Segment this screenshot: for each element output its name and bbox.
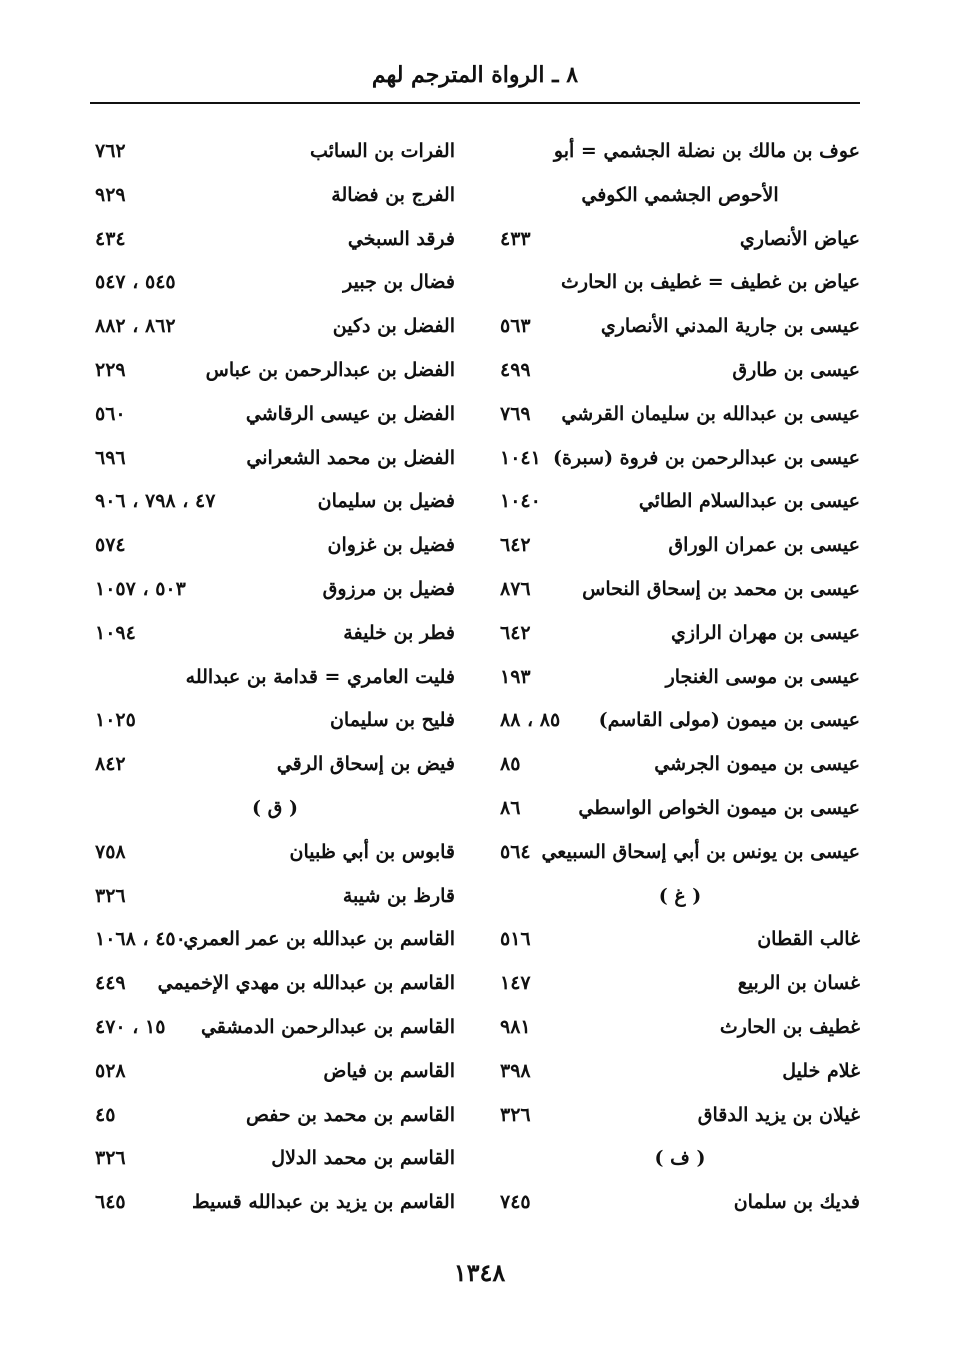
narrator-name: الفضل بن محمد الشعراني — [246, 446, 455, 469]
narrator-name: فضيل بن غزوان — [327, 534, 455, 557]
page-references: ٧٥٨ — [95, 840, 126, 863]
page-references: ٦٤٥ — [95, 1191, 126, 1214]
page-references: ٥٦٣ — [500, 315, 531, 338]
narrator-name: الفرات بن السائب — [309, 140, 455, 162]
section-letter-heading — [500, 1137, 860, 1181]
page-references: ٢٢٩ — [95, 358, 126, 381]
index-entry — [95, 174, 455, 218]
index-entry — [500, 524, 860, 568]
narrator-name: غيلان بن يزيد الدقاق — [697, 1103, 860, 1126]
page-references: ٣٢٦ — [500, 1103, 531, 1126]
index-entry — [500, 699, 860, 743]
narrator-name: الفضل بن عبدالرحمن بن عباس — [205, 358, 455, 381]
index-entry — [95, 437, 455, 481]
index-entry — [95, 261, 455, 305]
page-references: ٣٩٨ — [500, 1059, 531, 1082]
narrator-name: عيسى بن طارق — [732, 358, 860, 381]
narrator-name: فديك بن سلمان — [733, 1191, 860, 1214]
page-number: ١٣٤٨ — [453, 1258, 506, 1287]
page-references: ١٥ ، ٤٧٠ — [95, 1015, 166, 1038]
page-references: ٨٦٢ ، ٨٨٢ — [95, 315, 176, 338]
index-entry — [500, 261, 860, 305]
narrator-name: عوف بن مالك بن نضلة الجشمي = أبو — [553, 140, 860, 162]
section-letter: ( غ ) — [658, 884, 702, 907]
page-references: ١٩٣ — [500, 665, 531, 688]
index-entry — [500, 218, 860, 262]
page-references: ٨٤٢ — [95, 753, 126, 776]
index-entry — [95, 393, 455, 437]
index-entry — [95, 305, 455, 349]
index-entry — [500, 1181, 860, 1225]
page-references: ٤٣٤ — [95, 227, 126, 250]
page-references: ٥٦٤ — [500, 840, 531, 863]
index-entry — [500, 130, 860, 174]
section-letter: ( ف ) — [654, 1147, 706, 1170]
narrator-name: فيض بن إسحاق الرقي — [276, 753, 455, 776]
narrator-name: فليح بن سليمان — [329, 709, 455, 732]
index-entry — [95, 349, 455, 393]
narrator-name: عيسى بن محمد بن إسحاق النحاس — [582, 577, 860, 600]
index-entry — [500, 393, 860, 437]
page-references: ٥٧٤ — [95, 534, 126, 557]
page-references: ٦٤٢ — [500, 534, 531, 557]
page-references: ٧٦٩ — [500, 402, 531, 425]
index-entry — [95, 962, 455, 1006]
index-entry — [95, 218, 455, 262]
index-entry — [95, 699, 455, 743]
index-entry — [500, 787, 860, 831]
page-references: ٧٦٢ — [95, 140, 126, 162]
narrator-name: قابوس بن أبي ظبيان — [289, 840, 455, 863]
index-entry — [95, 612, 455, 656]
narrator-name: عياض الأنصاري — [739, 227, 860, 250]
page-references: ٨٥ ، ٨٨ — [500, 709, 561, 732]
page-references: ٨٥ — [500, 753, 521, 776]
page-header-title: ٨ ـ الرواة المترجم لهم — [371, 62, 579, 88]
page-references: ٥٤٥ ، ٥٤٧ — [95, 271, 176, 294]
narrator-name: عيسى بن جارية المدني الأنصاري — [600, 315, 860, 338]
page-references: ٧٤٥ — [500, 1191, 531, 1214]
narrator-name: فليت العامري = قدامة بن عبدالله — [185, 665, 455, 688]
page-references: ٣٢٦ — [95, 884, 126, 907]
index-entry — [95, 1181, 455, 1225]
narrator-name: فضيل بن سليمان — [317, 490, 455, 513]
narrator-name: غطيف بن الحارث — [719, 1015, 860, 1038]
narrator-name: فطر بن خليفة — [343, 621, 455, 644]
narrator-name: القاسم بن فياض — [323, 1059, 455, 1082]
narrator-name: عيسى بن ميمون الجرشي — [654, 753, 860, 776]
narrator-name: فضيل بن مرزوق — [322, 577, 455, 600]
section-letter-heading — [95, 787, 455, 831]
narrator-name: عيسى بن ميمون (مولى القاسم) — [598, 709, 860, 732]
index-entry — [95, 875, 455, 919]
page-references: ١٠٩٤ — [95, 621, 136, 644]
index-entry — [95, 524, 455, 568]
narrator-name: عياض بن غطيف = غطيف بن الحارث — [561, 271, 860, 294]
page-references: ٦٤٢ — [500, 621, 531, 644]
index-entry — [95, 130, 455, 174]
page-references: ٤٥٠ ، ١٠٦٨ — [95, 928, 186, 951]
index-entry — [500, 962, 860, 1006]
narrator-name: عيسى بن عبدالرحمن بن فروة (سبرة) — [553, 446, 860, 469]
index-entry — [500, 1050, 860, 1094]
narrator-name: غسان بن الربيع — [737, 972, 860, 995]
narrator-name: غالب القطان — [757, 928, 860, 951]
narrator-name: عيسى بن عبدالسلام الطائي — [638, 490, 860, 513]
index-entry — [500, 305, 860, 349]
page-references: ٨٧٦ — [500, 577, 531, 600]
page-references: ٤٣٣ — [500, 227, 531, 250]
index-entry — [95, 1050, 455, 1094]
index-entry — [500, 1094, 860, 1138]
narrator-name: عيسى بن يونس بن أبي إسحاق السبيعي — [541, 840, 860, 863]
index-entry — [500, 918, 860, 962]
narrator-name: القاسم بن محمد الدلال — [271, 1147, 455, 1170]
index-entry — [500, 437, 860, 481]
page-references: ٥٢٨ — [95, 1059, 126, 1082]
index-entry — [95, 743, 455, 787]
section-letter: ( ق ) — [252, 796, 298, 819]
page-references: ١٠٤١ — [500, 446, 541, 469]
index-entry — [95, 480, 455, 524]
page-references: ٨٦ — [500, 796, 521, 819]
section-letter-heading — [500, 875, 860, 919]
index-entry — [95, 656, 455, 700]
index-entry — [95, 1006, 455, 1050]
page-references: ٤٧ ، ٧٩٨ ، ٩٠٦ — [95, 490, 216, 513]
narrator-name: عيسى بن موسى الغنجار — [665, 665, 860, 688]
page-references: ٦٩٦ — [95, 446, 126, 469]
narrator-name: عيسى بن عمران الوراق — [668, 534, 860, 557]
page-references: ٥١٦ — [500, 928, 531, 951]
index-entry — [500, 480, 860, 524]
narrator-name: عيسى بن ميمون الخواص الواسطي — [578, 796, 860, 819]
index-entry — [95, 1094, 455, 1138]
page-references: ٤٥ — [95, 1103, 116, 1126]
index-entry — [95, 568, 455, 612]
index-entry — [500, 831, 860, 875]
index-entry — [500, 568, 860, 612]
page-references: ٤٩٩ — [500, 358, 531, 381]
index-entry — [500, 656, 860, 700]
narrator-name: القاسم بن عبدالله بن عمر العمري — [183, 928, 455, 951]
narrator-name: القاسم بن يزيد بن عبدالله قسيط — [191, 1191, 455, 1214]
index-entry — [95, 831, 455, 875]
index-entry — [500, 1006, 860, 1050]
narrator-name: عيسى بن عبدالله بن سليمان القرشي — [561, 402, 860, 425]
page-references: ٣٢٦ — [95, 1147, 126, 1170]
narrator-name: قارظ بن شيبة — [342, 884, 455, 907]
page-references: ١٠٤٠ — [500, 490, 541, 513]
page-references: ٥٠٣ ، ١٠٥٧ — [95, 577, 186, 600]
narrator-name: غلام خليل — [782, 1059, 860, 1082]
page-references: ٩٨١ — [500, 1015, 531, 1038]
index-entry — [500, 612, 860, 656]
page-references: ١٤٧ — [500, 972, 531, 995]
narrator-name: القاسم بن محمد بن حفص — [245, 1103, 455, 1126]
page-references: ٩٢٩ — [95, 183, 126, 206]
index-entry — [500, 349, 860, 393]
narrator-name: فضال بن جبير — [343, 271, 455, 294]
page-header — [90, 62, 860, 104]
narrator-name: القاسم بن عبدالرحمن الدمشقي — [200, 1015, 455, 1038]
index-column-left — [95, 130, 455, 1225]
page-references: ٤٤٩ — [95, 972, 126, 995]
index-entry — [95, 918, 455, 962]
narrator-name: عيسى بن مهران الرازي — [671, 621, 860, 644]
index-column-right — [500, 130, 860, 1225]
narrator-name: الفرج بن فضالة — [331, 183, 455, 206]
page-references: ٥٦٠ — [95, 402, 126, 425]
index-entry — [500, 174, 860, 218]
narrator-name: الفضل بن عيسى الرقاشي — [245, 402, 455, 425]
index-entry — [500, 743, 860, 787]
narrator-name: القاسم بن عبدالله بن مهدي الإخميمي — [157, 972, 455, 995]
narrator-name: الفضل بن دكين — [332, 315, 455, 338]
narrator-name: فرقد السبخي — [347, 227, 455, 250]
index-entry — [95, 1137, 455, 1181]
narrator-name: الأحوص الجشمي الكوفي — [581, 183, 779, 206]
page-references: ١٠٢٥ — [95, 709, 136, 732]
